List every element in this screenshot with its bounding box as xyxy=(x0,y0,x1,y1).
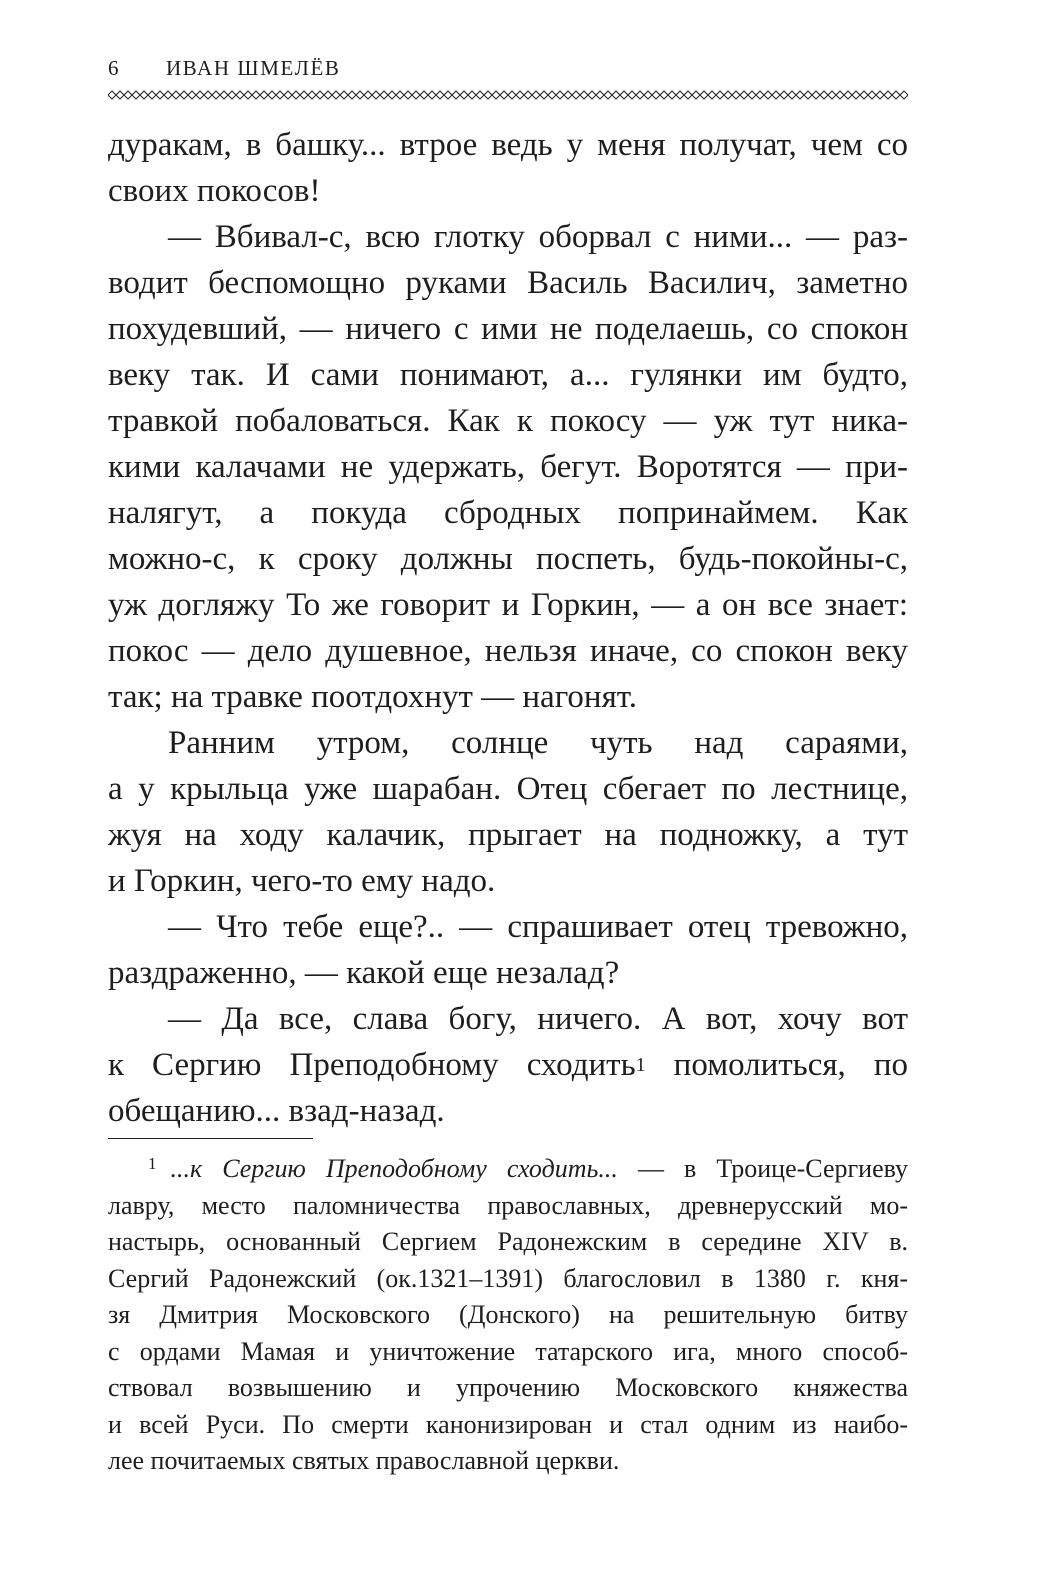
footnote-lead-rest: — в Троице-Сергиеву xyxy=(617,1154,909,1183)
text-line: водит беспомощно руками Василь Василич, заметно xyxy=(108,265,908,301)
footnote xyxy=(108,1151,908,1480)
footnote-marker: 1 xyxy=(148,1154,157,1173)
text-line: так; на травке поотдохнут — нагонят. xyxy=(108,679,637,715)
running-title: ИВАН ШМЕЛЁВ xyxy=(166,56,341,80)
page-header xyxy=(108,52,908,92)
text-line: своих покосов! xyxy=(108,173,321,209)
footnote-line: настырь, основанный Сергием Радонежским в середине XIV в. xyxy=(108,1227,908,1256)
footnote-line: лее почитаемых святых православной церкви. xyxy=(108,1446,620,1475)
footnote-line: зя Дмитрия Московского (Донского) на решительную битву xyxy=(108,1300,908,1329)
text-line: дуракам, в башку... втрое ведь у меня получат, чем со xyxy=(108,127,908,163)
text-line: можно-с, к сроку должны поспеть, будь-покойны-с, xyxy=(108,541,908,577)
text-line: и Горкин, чего-то ему надо. xyxy=(108,863,496,899)
text-line: а у крыльца уже шарабан. Отец сбегает по лестнице, xyxy=(108,771,908,807)
text-line: раздраженно, — какой еще незалад? xyxy=(108,955,620,991)
text-line: налягут, а покуда сбродных попринаймем. Как xyxy=(108,495,908,531)
text-line: — Вбивал-с, всю глотку оборвал с ними... — раз- xyxy=(168,219,908,255)
main-text xyxy=(108,122,908,1134)
text-line: уж догляжу То же говорит и Горкин, — а он все знает: xyxy=(108,587,908,623)
text-line: жуя на ходу калачик, прыгает на подножку, а тут xyxy=(108,817,908,853)
footnote-line xyxy=(108,1151,908,1188)
footnote-lead-italic: ...к Сергию Преподобному сходить... xyxy=(170,1154,618,1183)
text-line: кими калачами не удержать, бегут. Воротятся — при- xyxy=(108,449,908,485)
ornamental-rule xyxy=(108,88,908,102)
text-line: обещанию... взад-назад. xyxy=(108,1093,445,1129)
footnote-line: лавру, место паломничества православных, древнерусский мо- xyxy=(108,1190,908,1220)
text-line: Ранним утром, солнце чуть над сараями, xyxy=(168,725,908,761)
text-fragment: к Сергию Преподобному сходить xyxy=(108,1047,636,1083)
footnote-line: ствовал возвышению и упрочению Московского княжества xyxy=(108,1373,908,1402)
text-line: похудевший, — ничего с ими не поделаешь, со спокон xyxy=(108,311,908,347)
text-line: — Да все, слава богу, ничего. А вот, хочу вот xyxy=(168,1001,908,1037)
text-fragment: помолиться, по xyxy=(673,1047,908,1083)
footnote-reference[interactable]: 1 xyxy=(635,1054,646,1076)
footnote-line: и всей Руси. По смерти канонизирован и стал одним из наибо- xyxy=(108,1409,908,1439)
page-number: 6 xyxy=(108,56,119,80)
text-line xyxy=(108,1042,908,1088)
text-line: веку так. И сами понимают, а... гулянки им будто, xyxy=(108,357,908,393)
footnote-line: Сергий Радонежский (ок.1321–1391) благословил в 1380 г. кня- xyxy=(108,1263,908,1293)
footnote-line: с ордами Мамая и уничтожение татарского ига, много способ- xyxy=(108,1336,908,1366)
footnote-separator xyxy=(108,1138,313,1139)
text-line: покос — дело душевное, нельзя иначе, со спокон веку xyxy=(108,633,908,669)
text-line: — Что тебе еще?.. — спрашивает отец тревожно, xyxy=(168,909,908,945)
text-line: травкой побаловаться. Как к покосу — уж тут ника- xyxy=(108,403,908,439)
